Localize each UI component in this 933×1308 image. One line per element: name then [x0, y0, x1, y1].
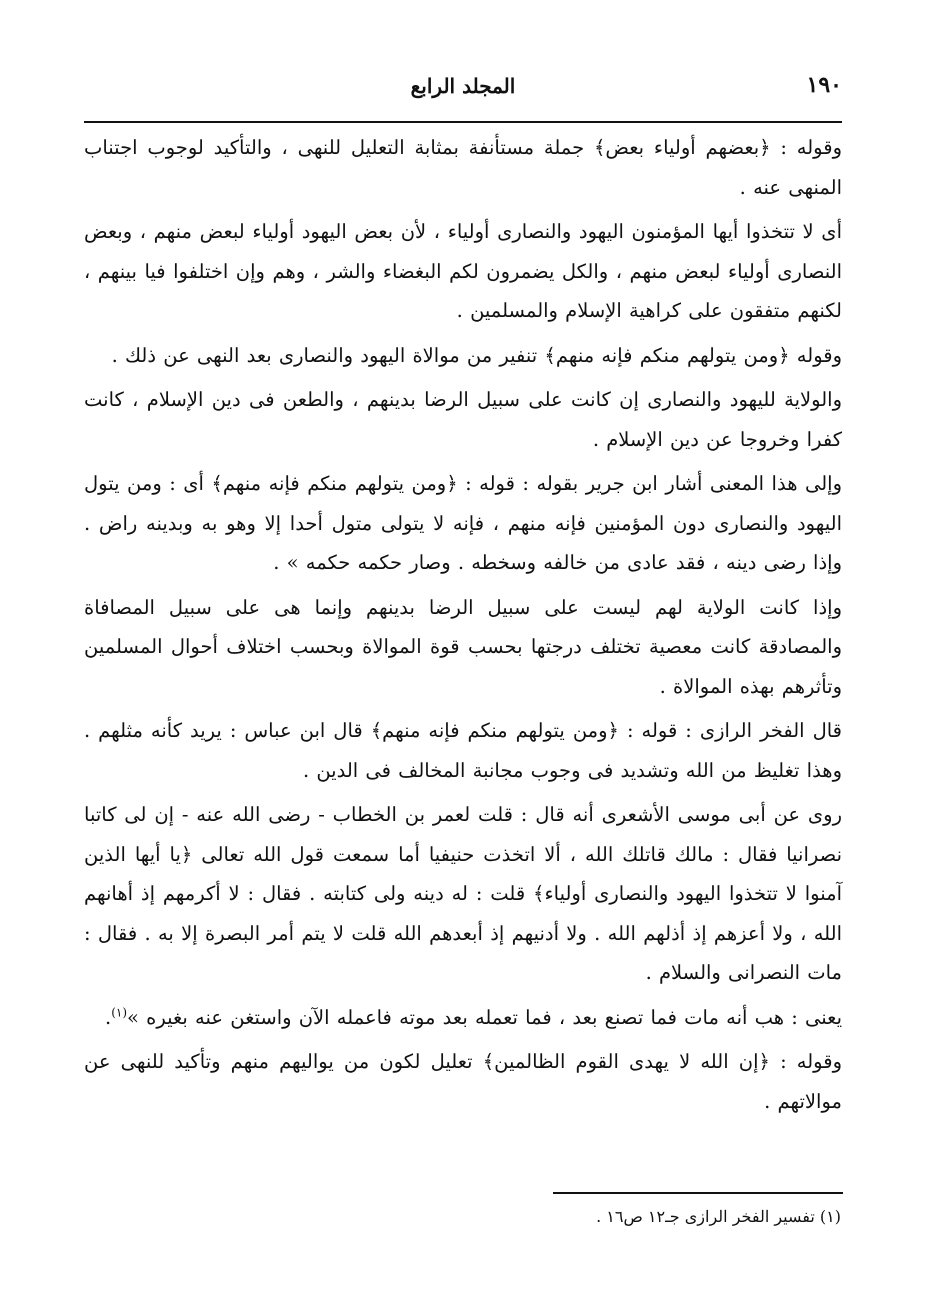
paragraph: قال الفخر الرازى : قوله : ﴿ومن يتولهم منكم فإنه منهم﴾ قال ابن عباس : يريد كأنه مثلهم . وهذا تغليظ من الله وتشديد فى وجوب مجانبة المخالف فى الدين . [84, 719, 842, 782]
header-rule [84, 121, 842, 123]
body-text [84, 128, 842, 1126]
paragraph-end: . [105, 1005, 112, 1029]
paragraph: وقوله : ﴿إن الله لا يهدى القوم الظالمين﴾ تعليل لكون من يواليهم منهم وتأكيد للنهى عن موالاتهم . [84, 1050, 842, 1113]
page-number: ١٩٠ [806, 72, 842, 98]
paragraph-with-footnote [84, 998, 842, 1038]
paragraph: وإذا كانت الولاية لهم ليست على سبيل الرضا بدينهم وإنما هى على سبيل المصافاة والمصادقة كانت معصية تختلف درجتها بحسب قوة الموالاة وبحسب اختلاف أحوال المسلمين وتأثرهم بهذه الموالاة . [84, 595, 842, 698]
paragraph-text: يعنى : هب أنه مات فما تصنع بعد ، فما تعمله بعد موته فاعمله الآن واستغن عنه بغيره » [127, 1005, 842, 1029]
paragraph: وقوله ﴿ومن يتولهم منكم فإنه منهم﴾ تنفير من موالاة اليهود والنصارى بعد النهى عن ذلك . [111, 343, 842, 367]
footnote-reference: (١) [111, 1005, 128, 1019]
paragraph: أى لا تتخذوا أيها المؤمنون اليهود والنصارى أولياء ، لأن بعض اليهود أولياء لبعض منهم ، وبعض النصارى أولياء لبعض منهم ، والكل يضمرون لكم البغضاء والشر ، وهم وإن اختلفوا فيا بينهم ، لكنهم متفقون على كراهية الإسلام والمسلمين . [84, 220, 842, 322]
footnote-rule [553, 1192, 843, 1194]
footnote: (١) تفسير الفخر الرازى جـ١٢ ص١٦ . [596, 1207, 841, 1226]
paragraph: والولاية لليهود والنصارى إن كانت على سبيل الرضا بدينهم ، والطعن فى دين الإسلام ، كانت كفرا وخروجا عن دين الإسلام . [84, 388, 842, 451]
page-header [84, 72, 842, 112]
running-title: المجلد الرابع [410, 74, 516, 98]
paragraph: وإلى هذا المعنى أشار ابن جرير بقوله : قوله : ﴿ومن يتولهم منكم فإنه منهم﴾ أى : ومن يتول اليهود والنصارى دون المؤمنين فإنه منهم ، فإنه لا يتولى متول أحدا إلا وهو به وبدينه راض . وإذا رضى دينه ، فقد عادى من خالفه وسخطه . وصار حكمه حكمه » . [84, 472, 842, 574]
paragraph: وقوله : ﴿بعضهم أولياء بعض﴾ جملة مستأنفة بمثابة التعليل للنهى ، والتأكيد لوجوب اجتناب المنهى عنه . [84, 136, 842, 199]
paragraph: روى عن أبى موسى الأشعرى أنه قال : قلت لعمر بن الخطاب - رضى الله عنه - إن لى كاتبا نصرانيا فقال : مالك قاتلك الله ، ألا اتخذت حنيفيا أما سمعت قول الله تعالى ﴿يا أيها الذين آمنوا لا تتخذوا اليهود والنصارى أولياء﴾ قلت : له دينه ولى كتابته . فقال : لا أكرمهم إذ أهانهم الله ، ولا أعزهم إذ أذلهم الله . ولا أدنيهم إذ أبعدهم الله قلت لا يتم أمر البصرة إلا به . فقال : مات النصرانى والسلام . [84, 803, 842, 984]
